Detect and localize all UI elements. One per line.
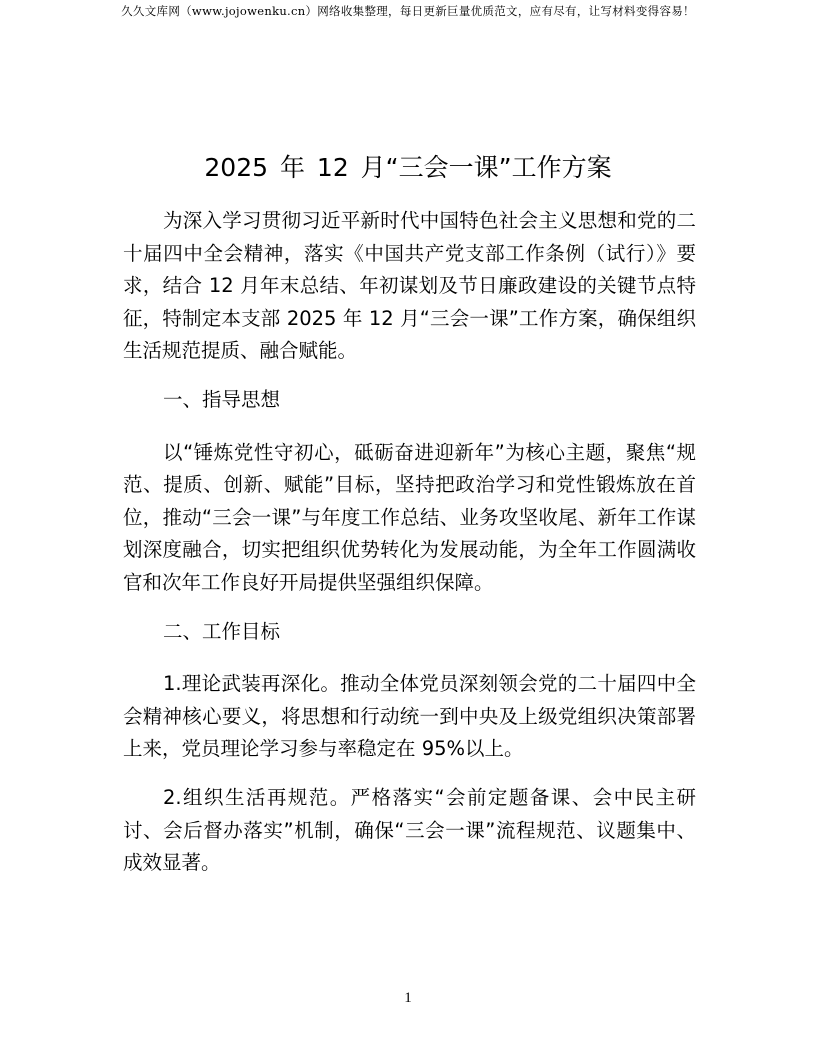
section-heading-guiding-ideology: 一、指导思想	[163, 387, 281, 411]
intro-paragraph: 为深入学习贯彻习近平新时代中国特色社会主义思想和党的二十届四中全会精神，落实《中国共产党支部工作条例（试行）》要求，结合 12 月年末总结、年初谋划及节日廉政建设的关键节点特征，特制定本支部 2025 年 12 月“三会一课”工作方案，确保组织生活规范提质、融合赋能。	[123, 209, 696, 363]
page-number: 1	[404, 990, 412, 1006]
guiding-ideology-paragraph: 以“锤炼党性守初心，砥砺奋进迎新年”为核心主题，聚焦“规范、提质、创新、赋能”目标，坚持把政治学习和党性锻炼放在首位，推动“三会一课”与年度工作总结、业务攻坚收尾、新年工作谋划深度融合，切实把组织优势转化为发展动能，为全年工作圆满收官和次年工作良好开局提供坚强组织保障。	[123, 440, 696, 594]
goal-item-organization: 2.组织生活再规范。严格落实“会前定题备课、会中民主研讨、会后督办落实”机制，确保“三会一课”流程规范、议题集中、成效显著。	[123, 785, 696, 875]
source-header-note: 久久文库网（www.jojowenku.cn）网络收集整理，每日更新巨量优质范文，应有尽有，让写材料变得容易！	[121, 4, 695, 18]
document-body	[123, 205, 696, 896]
section-heading-work-goals: 二、工作目标	[163, 619, 281, 643]
document-title: 2025 年 12 月“三会一课”工作方案	[204, 153, 612, 182]
goal-item-theory: 1.理论武装再深化。推动全体党员深刻领会党的二十届四中全会精神核心要义，将思想和行动统一到中央及上级党组织决策部署上来，党员理论学习参与率稳定在 95%以上。	[123, 672, 696, 761]
